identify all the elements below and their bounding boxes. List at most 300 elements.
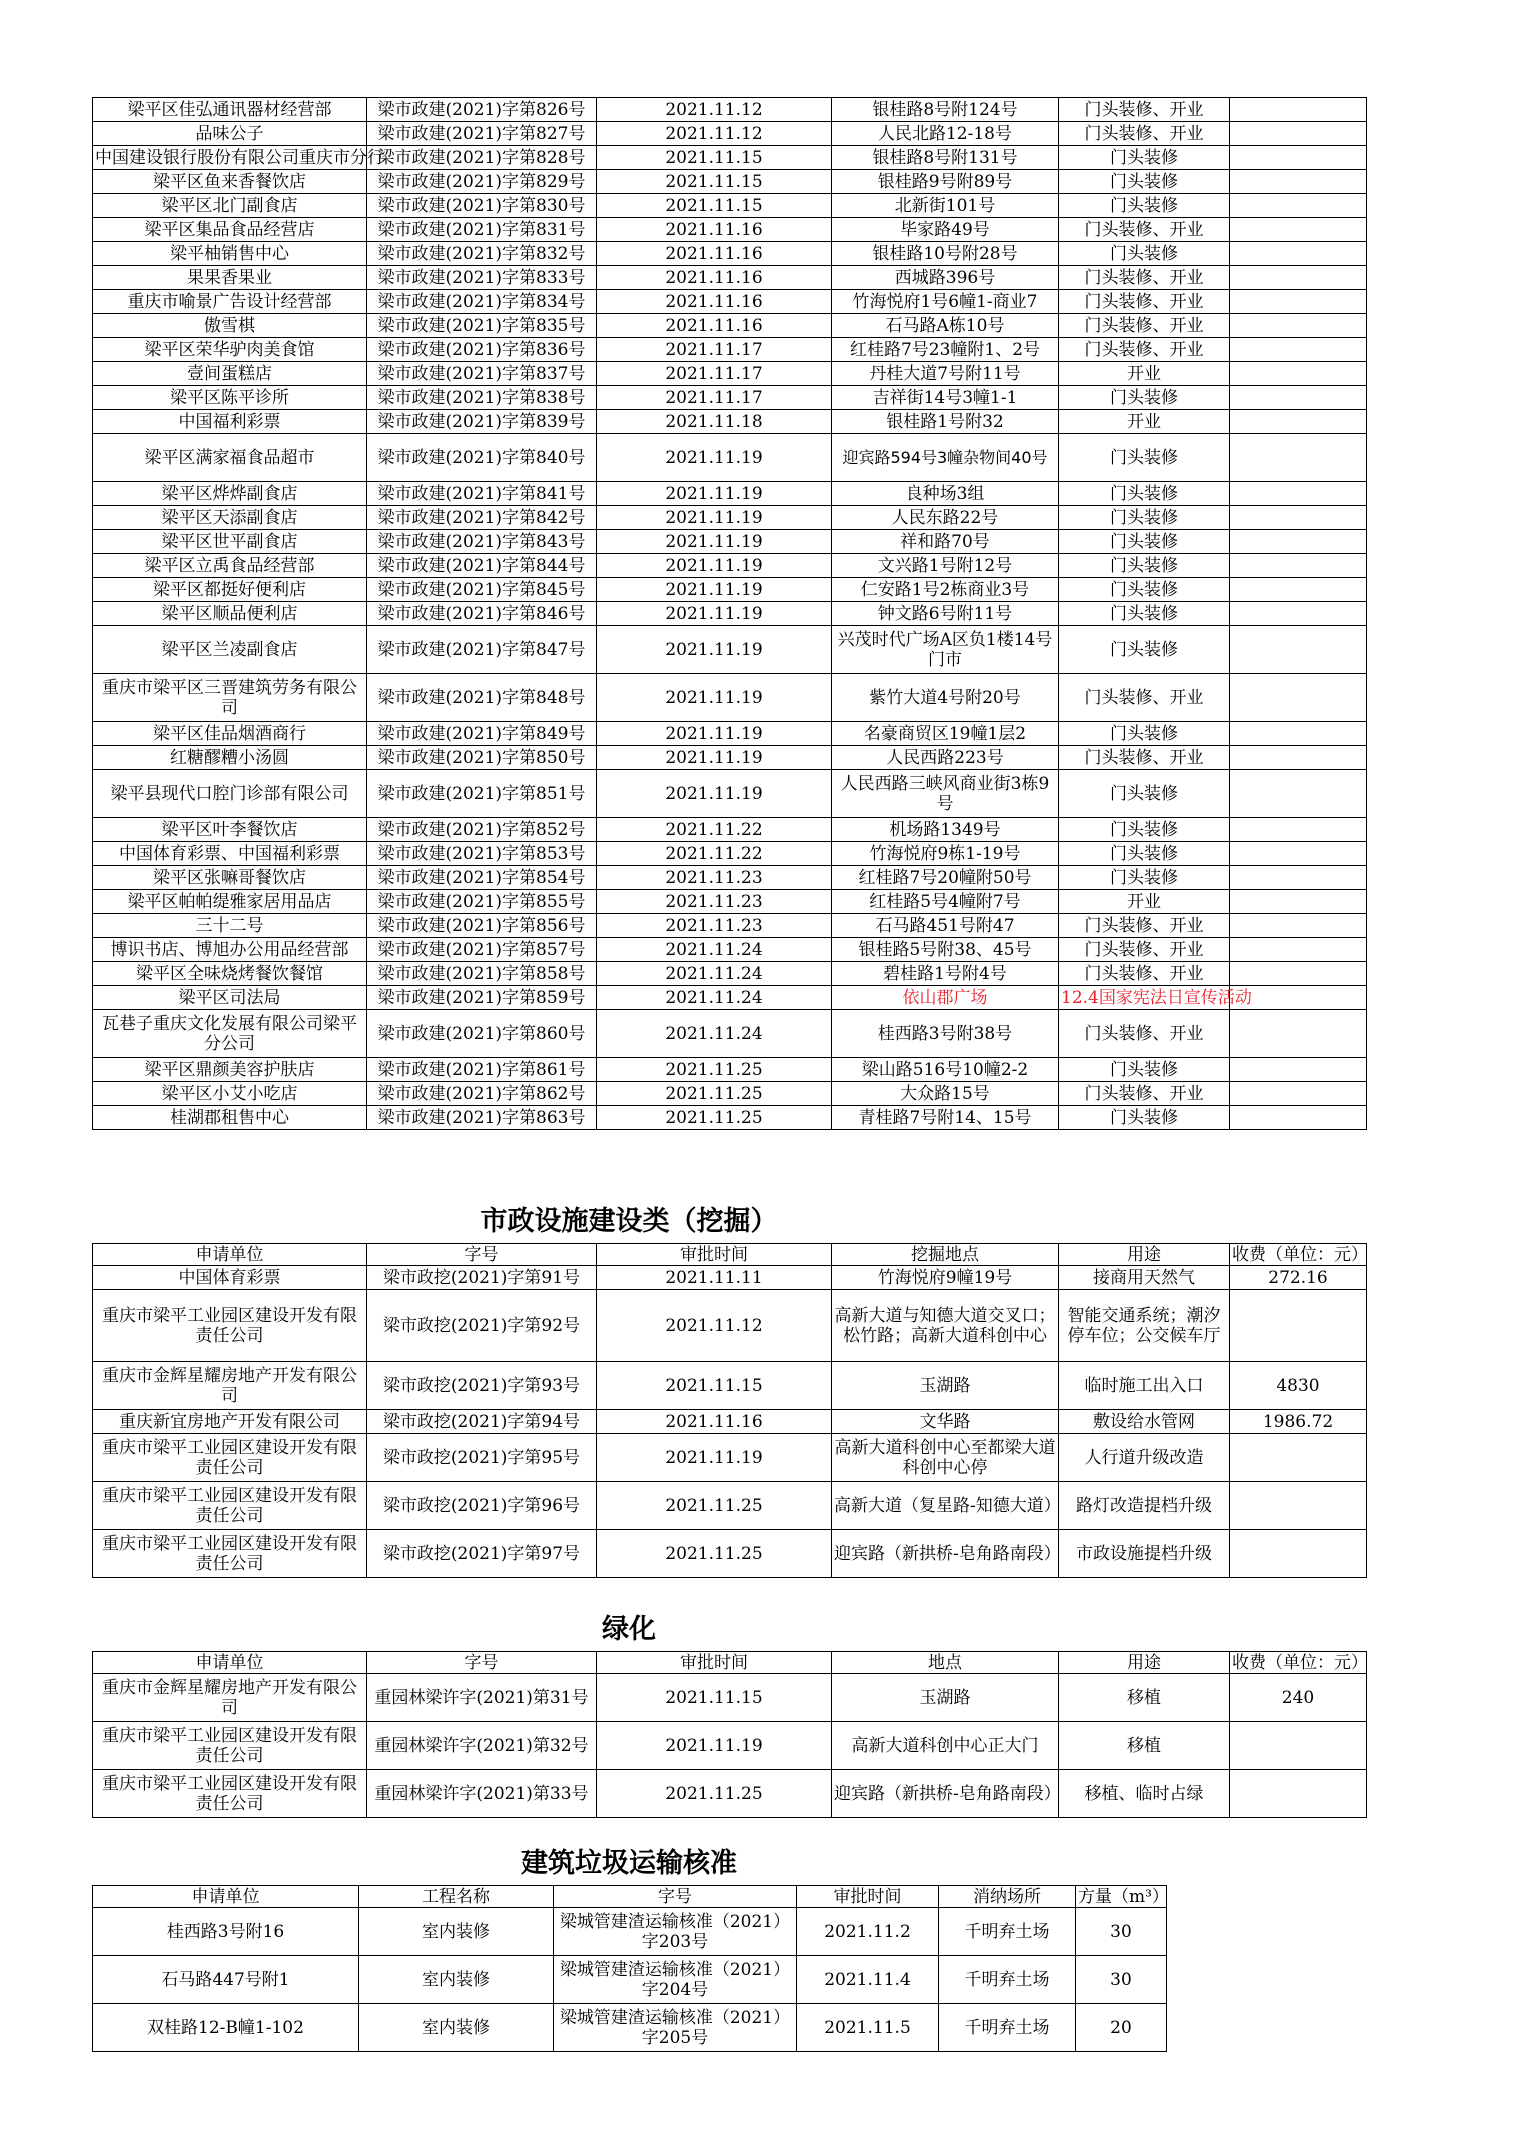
header-cell: 消纳场所 [939, 1886, 1076, 1908]
address-cell: 西城路396号 [832, 266, 1059, 290]
applicant-cell: 重庆市梁平工业园区建设开发有限责任公司 [93, 1290, 367, 1362]
permits-table [92, 97, 1367, 1130]
address-cell: 名豪商贸区19幢1层2 [832, 722, 1059, 746]
purpose-cell: 敷设给水管网 [1059, 1410, 1230, 1434]
fee-cell [1230, 1722, 1367, 1770]
approval-date-cell: 2021.11.25 [597, 1106, 832, 1130]
approval-date-cell: 2021.11.25 [597, 1770, 832, 1818]
applicant-cell: 梁平区全味烧烤餐饮餐馆 [93, 962, 367, 986]
project-name-cell: 室内装修 [359, 1956, 554, 2004]
address-cell: 竹海悦府9栋1-19号 [832, 842, 1059, 866]
greening-section [92, 1651, 1368, 1818]
permit-number-cell: 梁市政挖(2021)字第93号 [367, 1362, 597, 1410]
applicant-cell: 梁平区鼎颜美容护肤店 [93, 1058, 367, 1082]
blank-cell [1230, 962, 1367, 986]
purpose-cell: 门头装修 [1059, 818, 1230, 842]
volume-cell: 20 [1076, 2004, 1167, 2052]
permit-row [93, 530, 1367, 554]
address-cell: 兴茂时代广场A区负1楼14号门市 [832, 626, 1059, 674]
address-cell: 红桂路7号20幢附50号 [832, 866, 1059, 890]
blank-cell [1230, 578, 1367, 602]
applicant-cell: 双桂路12-B幢1-102 [93, 2004, 359, 2052]
permit-row [93, 194, 1367, 218]
waste-row [93, 1956, 1167, 2004]
header-cell: 字号 [367, 1244, 597, 1266]
address-cell: 文兴路1号附12号 [832, 554, 1059, 578]
applicant-cell: 梁平区小艾小吃店 [93, 1082, 367, 1106]
blank-cell [1230, 674, 1367, 722]
applicant-cell: 桂湖郡租售中心 [93, 1106, 367, 1130]
blank-cell [1230, 170, 1367, 194]
address-cell: 机场路1349号 [832, 818, 1059, 842]
disposal-site-cell: 千明弃土场 [939, 1956, 1076, 2004]
header-cell: 挖掘地点 [832, 1244, 1059, 1266]
approval-date-cell: 2021.11.17 [597, 338, 832, 362]
purpose-cell: 开业 [1059, 890, 1230, 914]
address-cell: 银桂路1号附32 [832, 410, 1059, 434]
address-cell: 银桂路9号附89号 [832, 170, 1059, 194]
approval-date-cell: 2021.11.22 [597, 842, 832, 866]
applicant-cell: 梁平区满家福食品超市 [93, 434, 367, 482]
applicant-cell: 重庆市梁平工业园区建设开发有限责任公司 [93, 1434, 367, 1482]
permit-row [93, 986, 1367, 1010]
header-cell: 收费（单位：元） [1230, 1244, 1367, 1266]
address-cell: 银桂路8号附124号 [832, 98, 1059, 122]
approval-date-cell: 2021.11.23 [597, 914, 832, 938]
disposal-site-cell: 千明弃土场 [939, 1908, 1076, 1956]
applicant-cell: 梁平柚销售中心 [93, 242, 367, 266]
permit-number-cell: 梁市政建(2021)字第847号 [367, 626, 597, 674]
address-cell: 银桂路8号附131号 [832, 146, 1059, 170]
blank-cell [1230, 218, 1367, 242]
permit-number-cell: 梁市政建(2021)字第850号 [367, 746, 597, 770]
blank-cell [1230, 1106, 1367, 1130]
permit-number-cell: 梁城管建渣运输核准（2021）字204号 [554, 1956, 797, 2004]
approval-date-cell: 2021.11.16 [597, 314, 832, 338]
blank-cell [1230, 1010, 1367, 1058]
address-cell: 吉祥街14号3幢1-1 [832, 386, 1059, 410]
address-cell: 钟文路6号附11号 [832, 602, 1059, 626]
blank-cell [1230, 482, 1367, 506]
permit-row [93, 170, 1367, 194]
excavation-place-cell: 竹海悦府9幢19号 [832, 1266, 1059, 1290]
permit-number-cell: 梁城管建渣运输核准（2021）字203号 [554, 1908, 797, 1956]
approval-date-cell: 2021.11.16 [597, 218, 832, 242]
blank-cell [1230, 914, 1367, 938]
approval-date-cell: 2021.11.19 [597, 626, 832, 674]
approval-date-cell: 2021.11.19 [597, 434, 832, 482]
permit-row [93, 842, 1367, 866]
permit-number-cell: 梁市政建(2021)字第846号 [367, 602, 597, 626]
approval-date-cell: 2021.11.23 [597, 890, 832, 914]
approval-date-cell: 2021.11.19 [597, 746, 832, 770]
purpose-cell: 12.4国家宪法日宣传活动 [1059, 986, 1230, 1010]
purpose-cell: 门头装修 [1059, 842, 1230, 866]
applicant-cell: 傲雪棋 [93, 314, 367, 338]
approval-date-cell: 2021.11.15 [597, 170, 832, 194]
header-cell: 用途 [1059, 1244, 1230, 1266]
applicant-cell: 品味公子 [93, 122, 367, 146]
applicant-cell: 梁平县现代口腔门诊部有限公司 [93, 770, 367, 818]
purpose-cell: 门头装修 [1059, 146, 1230, 170]
purpose-cell: 门头装修 [1059, 770, 1230, 818]
header-cell: 申请单位 [93, 1244, 367, 1266]
purpose-cell: 门头装修、开业 [1059, 938, 1230, 962]
purpose-cell: 门头装修 [1059, 1058, 1230, 1082]
permit-number-cell: 梁市政建(2021)字第841号 [367, 482, 597, 506]
approval-date-cell: 2021.11.19 [597, 482, 832, 506]
blank-cell [1230, 938, 1367, 962]
permit-number-cell: 梁市政建(2021)字第861号 [367, 1058, 597, 1082]
permit-row [93, 554, 1367, 578]
greening-row [93, 1722, 1367, 1770]
approval-date-cell: 2021.11.19 [597, 578, 832, 602]
approval-date-cell: 2021.11.25 [597, 1082, 832, 1106]
permit-number-cell: 梁市政建(2021)字第848号 [367, 674, 597, 722]
blank-cell [1230, 890, 1367, 914]
purpose-cell: 门头装修 [1059, 626, 1230, 674]
permit-row [93, 866, 1367, 890]
blank-cell [1230, 1082, 1367, 1106]
permit-number-cell: 梁市政建(2021)字第855号 [367, 890, 597, 914]
blank-cell [1230, 242, 1367, 266]
purpose-cell: 门头装修 [1059, 578, 1230, 602]
permit-number-cell: 梁市政挖(2021)字第91号 [367, 1266, 597, 1290]
permit-number-cell: 梁市政建(2021)字第836号 [367, 338, 597, 362]
applicant-cell: 重庆市梁平工业园区建设开发有限责任公司 [93, 1770, 367, 1818]
fee-cell: 272.16 [1230, 1266, 1367, 1290]
purpose-cell: 门头装修、开业 [1059, 218, 1230, 242]
fee-cell: 240 [1230, 1674, 1367, 1722]
fee-cell [1230, 1482, 1367, 1530]
permit-number-cell: 梁市政建(2021)字第839号 [367, 410, 597, 434]
applicant-cell: 梁平区鱼来香餐饮店 [93, 170, 367, 194]
permit-number-cell: 梁市政建(2021)字第837号 [367, 362, 597, 386]
address-cell: 丹桂大道7号附11号 [832, 362, 1059, 386]
permit-number-cell: 梁市政挖(2021)字第95号 [367, 1434, 597, 1482]
applicant-cell: 梁平区陈平诊所 [93, 386, 367, 410]
header-cell: 审批时间 [797, 1886, 939, 1908]
permit-row [93, 386, 1367, 410]
blank-cell [1230, 842, 1367, 866]
project-name-cell: 室内装修 [359, 1908, 554, 1956]
blank-cell [1230, 122, 1367, 146]
permit-number-cell: 梁市政建(2021)字第826号 [367, 98, 597, 122]
applicant-cell: 梁平区佳品烟酒商行 [93, 722, 367, 746]
purpose-cell: 门头装修、开业 [1059, 1010, 1230, 1058]
applicant-cell: 梁平区世平副食店 [93, 530, 367, 554]
excavation-place-cell: 高新大道科创中心至都梁大道科创中心停 [832, 1434, 1059, 1482]
permit-row [93, 98, 1367, 122]
permit-row [93, 266, 1367, 290]
purpose-cell: 人行道升级改造 [1059, 1434, 1230, 1482]
excavation-section [92, 1243, 1368, 1578]
excavation-row [93, 1530, 1367, 1578]
permit-number-cell: 梁市政挖(2021)字第97号 [367, 1530, 597, 1578]
applicant-cell: 梁平区叶李餐饮店 [93, 818, 367, 842]
approval-date-cell: 2021.11.2 [797, 1908, 939, 1956]
purpose-cell: 智能交通系统；潮汐停车位；公交候车厅 [1059, 1290, 1230, 1362]
volume-cell: 30 [1076, 1956, 1167, 2004]
purpose-cell: 门头装修 [1059, 482, 1230, 506]
permit-row [93, 410, 1367, 434]
approval-date-cell: 2021.11.15 [597, 194, 832, 218]
permit-number-cell: 梁市政建(2021)字第832号 [367, 242, 597, 266]
purpose-cell: 接商用天然气 [1059, 1266, 1230, 1290]
permit-row [93, 626, 1367, 674]
blank-cell [1230, 722, 1367, 746]
blank-cell [1230, 1058, 1367, 1082]
applicant-cell: 桂西路3号附16 [93, 1908, 359, 1956]
permit-number-cell: 梁市政建(2021)字第852号 [367, 818, 597, 842]
approval-date-cell: 2021.11.19 [597, 530, 832, 554]
approval-date-cell: 2021.11.16 [597, 266, 832, 290]
purpose-cell: 门头装修、开业 [1059, 674, 1230, 722]
permit-number-cell: 梁市政建(2021)字第859号 [367, 986, 597, 1010]
applicant-cell: 梁平区佳弘通讯器材经营部 [93, 98, 367, 122]
header-cell: 字号 [367, 1652, 597, 1674]
address-cell: 人民西路三峡风商业街3栋9号 [832, 770, 1059, 818]
approval-date-cell: 2021.11.11 [597, 1266, 832, 1290]
blank-cell [1230, 602, 1367, 626]
excavation-table [92, 1243, 1367, 1578]
approval-date-cell: 2021.11.15 [597, 146, 832, 170]
permit-number-cell: 梁市政建(2021)字第835号 [367, 314, 597, 338]
applicant-cell: 梁平区都挺好便利店 [93, 578, 367, 602]
approval-date-cell: 2021.11.22 [597, 818, 832, 842]
purpose-cell: 门头装修 [1059, 1106, 1230, 1130]
applicant-cell: 重庆市喻景广告设计经营部 [93, 290, 367, 314]
blank-cell [1230, 98, 1367, 122]
permit-number-cell: 梁市政建(2021)字第838号 [367, 386, 597, 410]
waste-section [92, 1885, 1169, 2052]
fee-cell: 4830 [1230, 1362, 1367, 1410]
approval-date-cell: 2021.11.19 [597, 506, 832, 530]
excavation-header-row [93, 1244, 1367, 1266]
purpose-cell: 开业 [1059, 362, 1230, 386]
purpose-cell: 门头装修、开业 [1059, 1082, 1230, 1106]
purpose-cell: 门头装修、开业 [1059, 962, 1230, 986]
address-cell: 碧桂路1号附4号 [832, 962, 1059, 986]
place-cell: 迎宾路（新拱桥-皂角路南段） [832, 1770, 1059, 1818]
purpose-cell: 门头装修 [1059, 554, 1230, 578]
permit-row [93, 362, 1367, 386]
fee-cell [1230, 1770, 1367, 1818]
approval-date-cell: 2021.11.24 [597, 962, 832, 986]
permit-number-cell: 梁市政建(2021)字第843号 [367, 530, 597, 554]
blank-cell [1230, 626, 1367, 674]
greening-header-row [93, 1652, 1367, 1674]
purpose-cell: 门头装修 [1059, 722, 1230, 746]
approval-date-cell: 2021.11.24 [597, 1010, 832, 1058]
blank-cell [1230, 386, 1367, 410]
purpose-cell: 门头装修、开业 [1059, 122, 1230, 146]
applicant-cell: 梁平区天添副食店 [93, 506, 367, 530]
approval-date-cell: 2021.11.17 [597, 362, 832, 386]
approval-date-cell: 2021.11.18 [597, 410, 832, 434]
address-cell: 依山郡广场 [832, 986, 1059, 1010]
purpose-cell: 市政设施提档升级 [1059, 1530, 1230, 1578]
applicant-cell: 重庆市梁平工业园区建设开发有限责任公司 [93, 1722, 367, 1770]
blank-cell [1230, 554, 1367, 578]
permit-row [93, 578, 1367, 602]
address-cell: 桂西路3号附38号 [832, 1010, 1059, 1058]
header-cell: 方量（m³） [1076, 1886, 1167, 1908]
permit-row [93, 722, 1367, 746]
permit-number-cell: 梁市政建(2021)字第845号 [367, 578, 597, 602]
header-cell: 工程名称 [359, 1886, 554, 1908]
applicant-cell: 重庆市金辉星耀房地产开发有限公司 [93, 1362, 367, 1410]
excavation-row [93, 1266, 1367, 1290]
approval-date-cell: 2021.11.19 [597, 1434, 832, 1482]
approval-date-cell: 2021.11.19 [597, 770, 832, 818]
applicant-cell: 梁平区集品食品经营店 [93, 218, 367, 242]
purpose-cell: 门头装修、开业 [1059, 338, 1230, 362]
waste-row [93, 2004, 1167, 2052]
applicant-cell: 中国建设银行股份有限公司重庆市分行 [93, 146, 367, 170]
address-cell: 银桂路10号附28号 [832, 242, 1059, 266]
address-cell: 仁安路1号2栋商业3号 [832, 578, 1059, 602]
permit-number-cell: 梁市政建(2021)字第860号 [367, 1010, 597, 1058]
address-cell: 石马路A栋10号 [832, 314, 1059, 338]
fee-cell [1230, 1434, 1367, 1482]
blank-cell [1230, 746, 1367, 770]
project-name-cell: 室内装修 [359, 2004, 554, 2052]
address-cell: 红桂路5号4幢附7号 [832, 890, 1059, 914]
address-cell: 祥和路70号 [832, 530, 1059, 554]
place-cell: 高新大道科创中心正大门 [832, 1722, 1059, 1770]
approval-date-cell: 2021.11.19 [597, 602, 832, 626]
permit-number-cell: 梁市政建(2021)字第854号 [367, 866, 597, 890]
permit-row [93, 1106, 1367, 1130]
blank-cell [1230, 770, 1367, 818]
approval-date-cell: 2021.11.25 [597, 1530, 832, 1578]
greening-table [92, 1651, 1367, 1818]
blank-cell [1230, 194, 1367, 218]
approval-date-cell: 2021.11.4 [797, 1956, 939, 2004]
permit-row [93, 890, 1367, 914]
purpose-cell: 临时施工出入口 [1059, 1362, 1230, 1410]
applicant-cell: 中国福利彩票 [93, 410, 367, 434]
address-cell: 北新街101号 [832, 194, 1059, 218]
permit-row [93, 938, 1367, 962]
approval-date-cell: 2021.11.16 [597, 1410, 832, 1434]
excavation-place-cell: 迎宾路（新拱桥-皂角路南段） [832, 1530, 1059, 1578]
permit-number-cell: 梁市政建(2021)字第856号 [367, 914, 597, 938]
blank-cell [1230, 410, 1367, 434]
permit-number-cell: 梁市政建(2021)字第840号 [367, 434, 597, 482]
applicant-cell: 梁平区司法局 [93, 986, 367, 1010]
applicant-cell: 中国体育彩票、中国福利彩票 [93, 842, 367, 866]
permit-number-cell: 梁市政建(2021)字第851号 [367, 770, 597, 818]
header-cell: 用途 [1059, 1652, 1230, 1674]
permit-number-cell: 梁市政建(2021)字第849号 [367, 722, 597, 746]
permit-row [93, 914, 1367, 938]
excavation-place-cell: 高新大道与知德大道交叉口；松竹路；高新大道科创中心 [832, 1290, 1059, 1362]
approval-date-cell: 2021.11.25 [597, 1482, 832, 1530]
address-cell: 良种场3组 [832, 482, 1059, 506]
approval-date-cell: 2021.11.12 [597, 1290, 832, 1362]
permit-number-cell: 梁市政挖(2021)字第96号 [367, 1482, 597, 1530]
excavation-place-cell: 高新大道（复星路-知德大道） [832, 1482, 1059, 1530]
header-cell: 审批时间 [597, 1244, 832, 1266]
applicant-cell: 重庆市梁平区三晋建筑劳务有限公司 [93, 674, 367, 722]
address-cell: 竹海悦府1号6幢1-商业7 [832, 290, 1059, 314]
purpose-cell: 门头装修、开业 [1059, 314, 1230, 338]
blank-cell [1230, 506, 1367, 530]
permit-row [93, 338, 1367, 362]
applicant-cell: 石马路447号附1 [93, 1956, 359, 2004]
address-cell: 人民西路223号 [832, 746, 1059, 770]
approval-date-cell: 2021.11.5 [797, 2004, 939, 2052]
permit-row [93, 674, 1367, 722]
waste-title: 建筑垃圾运输核准 [521, 1848, 737, 1879]
permit-number-cell: 梁市政建(2021)字第831号 [367, 218, 597, 242]
purpose-cell: 门头装修 [1059, 866, 1230, 890]
place-cell: 玉湖路 [832, 1674, 1059, 1722]
permit-number-cell: 梁市政建(2021)字第863号 [367, 1106, 597, 1130]
permit-number-cell: 梁市政建(2021)字第842号 [367, 506, 597, 530]
waste-header-row [93, 1886, 1167, 1908]
permit-row [93, 482, 1367, 506]
approval-date-cell: 2021.11.17 [597, 386, 832, 410]
permit-row [93, 146, 1367, 170]
blank-cell [1230, 530, 1367, 554]
permit-row [93, 290, 1367, 314]
approval-date-cell: 2021.11.25 [597, 1058, 832, 1082]
permit-number-cell: 梁市政挖(2021)字第94号 [367, 1410, 597, 1434]
permit-number-cell: 梁市政建(2021)字第834号 [367, 290, 597, 314]
applicant-cell: 重庆市金辉星耀房地产开发有限公司 [93, 1674, 367, 1722]
permit-row [93, 602, 1367, 626]
permit-number-cell: 梁市政建(2021)字第828号 [367, 146, 597, 170]
blank-cell [1230, 818, 1367, 842]
applicant-cell: 红糖醪糟小汤圆 [93, 746, 367, 770]
blank-cell [1230, 338, 1367, 362]
approval-date-cell: 2021.11.19 [597, 674, 832, 722]
address-cell: 人民东路22号 [832, 506, 1059, 530]
permit-number-cell: 梁市政建(2021)字第844号 [367, 554, 597, 578]
excavation-row [93, 1410, 1367, 1434]
purpose-cell: 门头装修 [1059, 506, 1230, 530]
blank-cell [1230, 362, 1367, 386]
purpose-cell: 开业 [1059, 410, 1230, 434]
permit-number-cell: 重园林梁许字(2021)第33号 [367, 1770, 597, 1818]
approval-date-cell: 2021.11.15 [597, 1674, 832, 1722]
purpose-cell: 门头装修、开业 [1059, 290, 1230, 314]
applicant-cell: 壹间蛋糕店 [93, 362, 367, 386]
purpose-cell: 移植、临时占绿 [1059, 1770, 1230, 1818]
blank-cell [1230, 146, 1367, 170]
purpose-cell: 路灯改造提档升级 [1059, 1482, 1230, 1530]
address-cell: 迎宾路594号3幢杂物间40号 [832, 434, 1059, 482]
header-cell: 收费（单位：元） [1230, 1652, 1367, 1674]
approval-date-cell: 2021.11.19 [597, 1722, 832, 1770]
header-cell: 申请单位 [93, 1652, 367, 1674]
fee-cell [1230, 1290, 1367, 1362]
permit-number-cell: 梁市政建(2021)字第862号 [367, 1082, 597, 1106]
greening-title: 绿化 [602, 1614, 656, 1645]
blank-cell [1230, 434, 1367, 482]
permits-section [92, 97, 1252, 1130]
permit-number-cell: 梁市政建(2021)字第827号 [367, 122, 597, 146]
greening-row [93, 1674, 1367, 1722]
approval-date-cell: 2021.11.15 [597, 1362, 832, 1410]
purpose-cell: 门头装修 [1059, 434, 1230, 482]
purpose-cell: 门头装修 [1059, 242, 1230, 266]
purpose-cell: 门头装修 [1059, 386, 1230, 410]
permit-row [93, 1010, 1367, 1058]
